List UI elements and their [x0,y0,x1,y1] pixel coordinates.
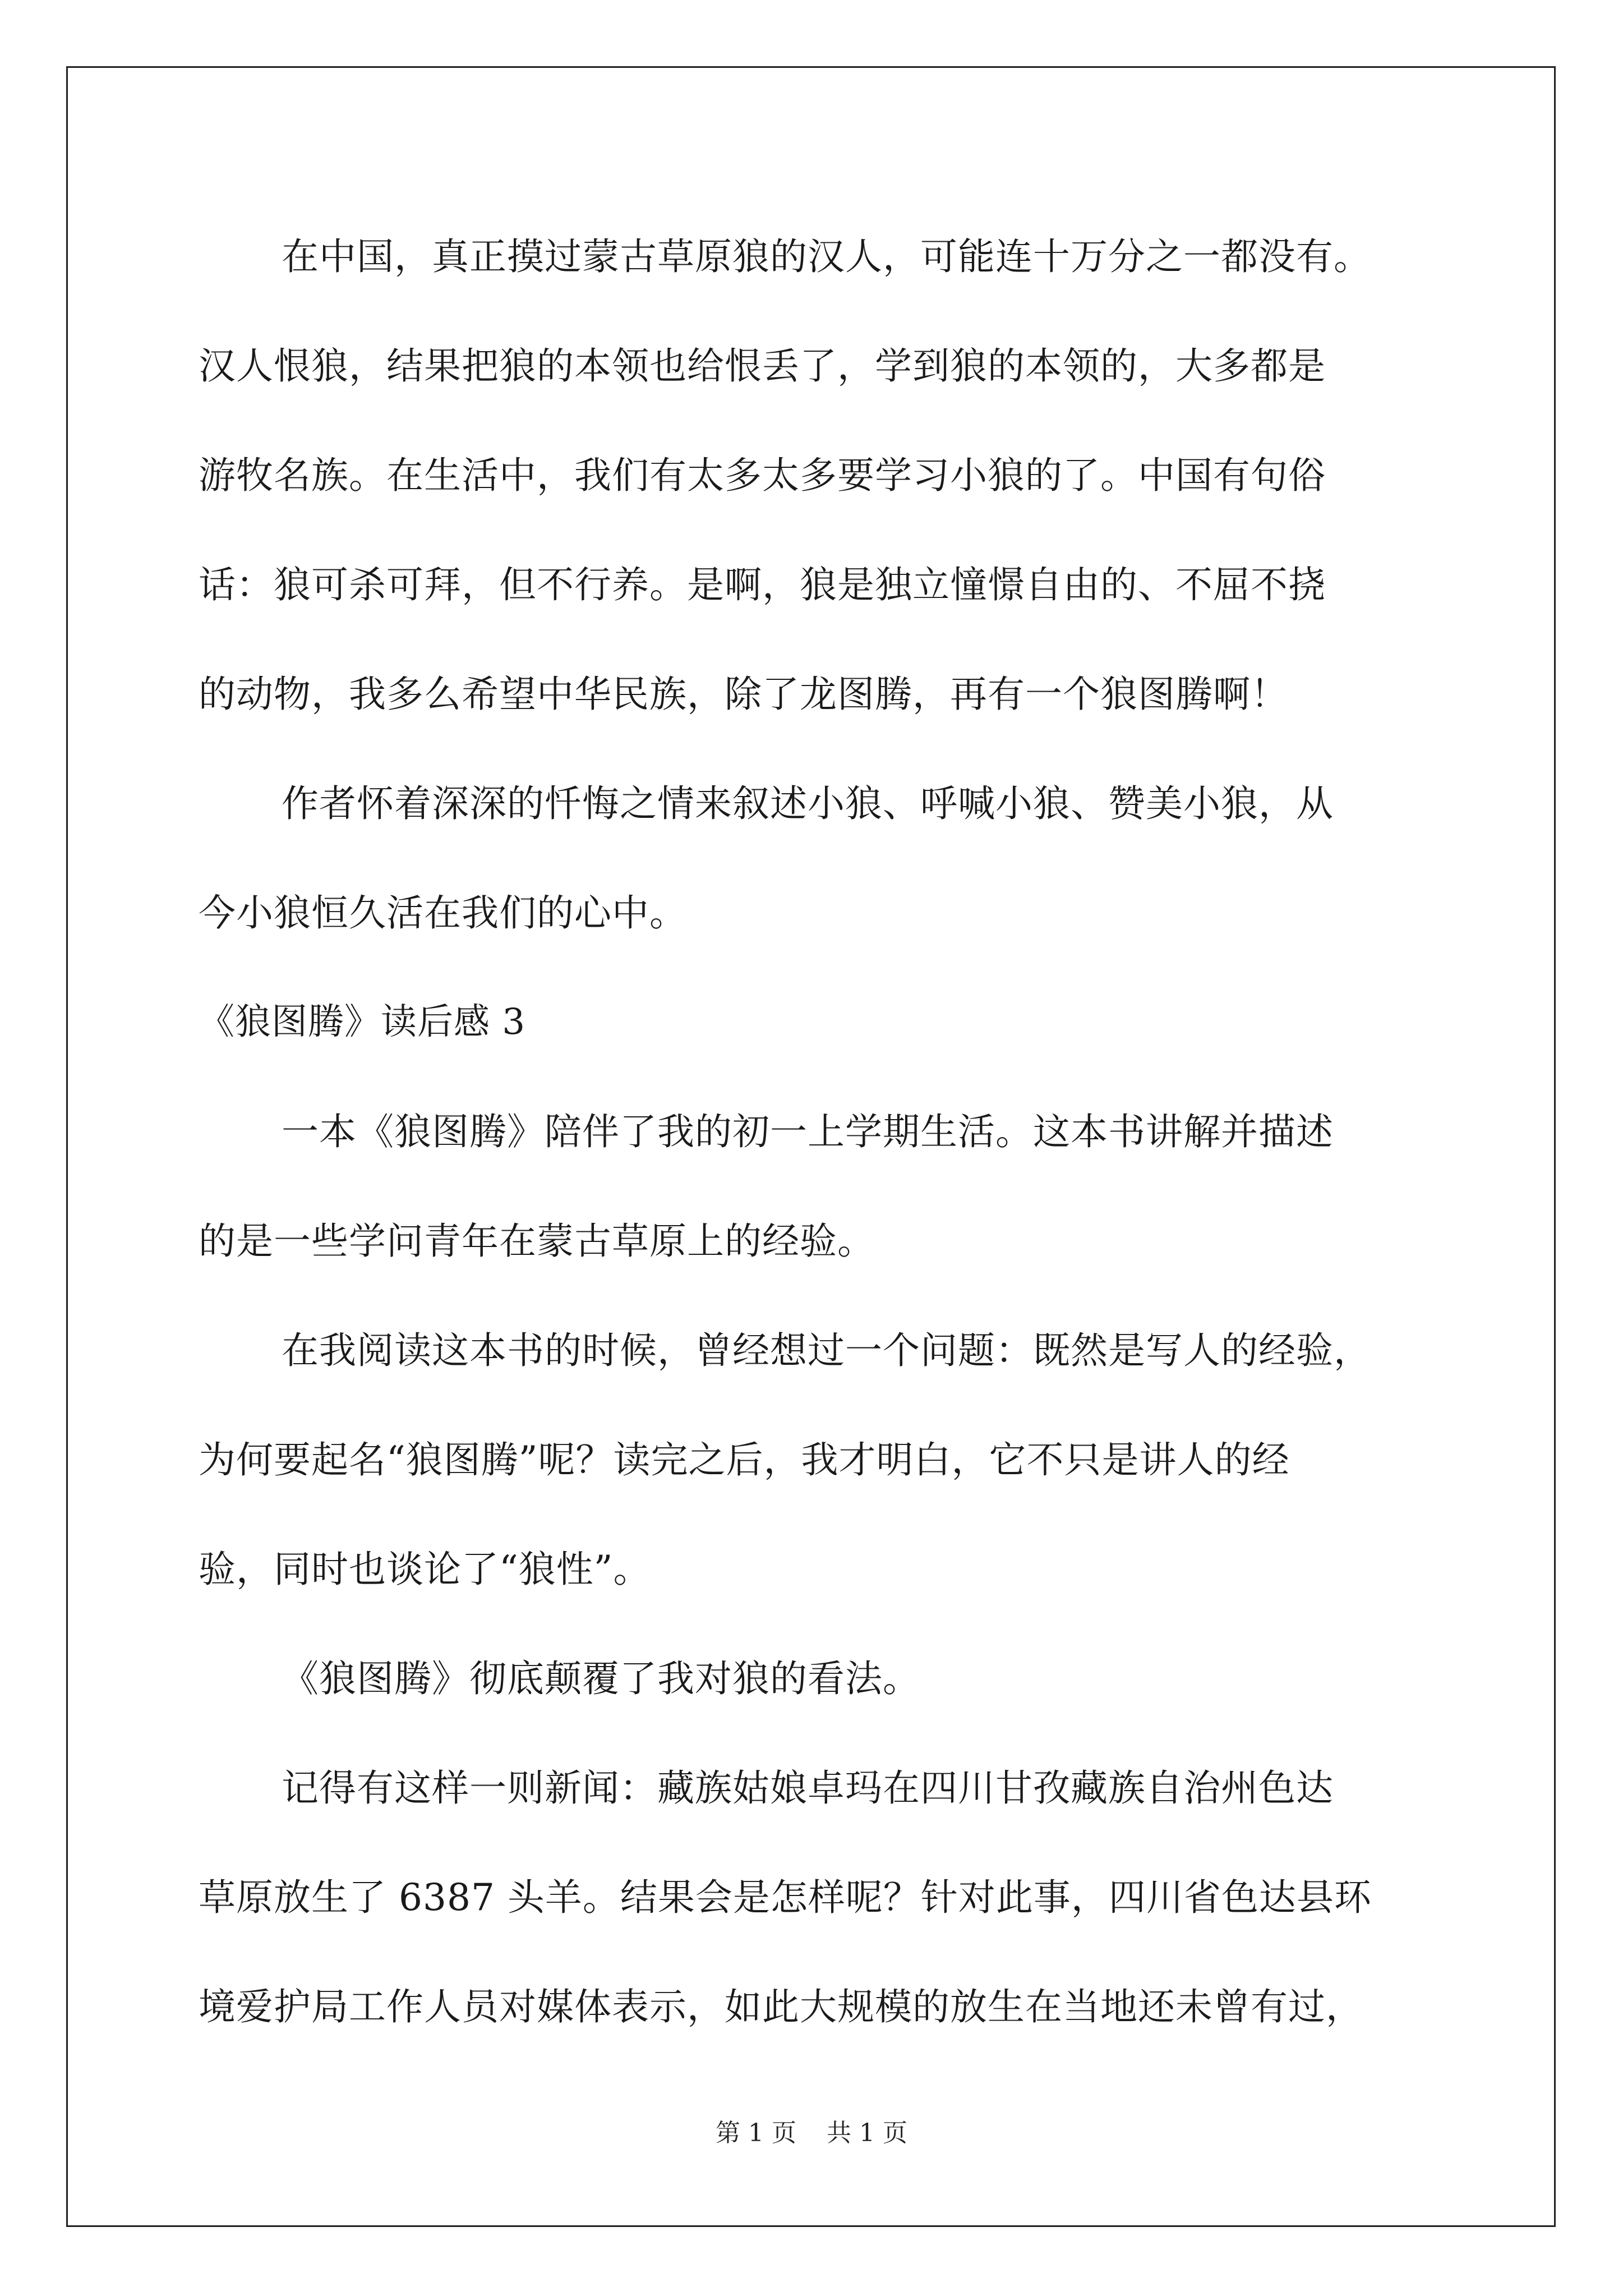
text-line: 一本《狼图腾》陪伴了我的初一上学期生活。这本书讲解并描述 [282,1110,1334,1153]
text-line: 草原放生了 6387 头羊。结果会是怎样呢？针对此事，四川省色达县环 [199,1876,1372,1919]
page-footer [0,2113,1623,2148]
document-body [199,202,1421,2062]
section-heading [199,968,1421,1077]
text-line: 今小狼恒久活在我们的心中。 [199,891,687,935]
text-line: 汉人恨狼，结果把狼的本领也给恨丢了，学到狼的本领的，大多都是 [199,344,1326,388]
page-total: 共 1 页 [827,2119,907,2147]
text-line: 话：狼可杀可拜，但不行养。是啊，狼是独立憧憬自由的、不屈不挠 [199,563,1326,606]
paragraph [199,1733,1421,2062]
paragraph [199,1296,1421,1624]
text-line: 为何要起名“狼图腾”呢？读完之后，我才明白，它不只是讲人的经 [199,1438,1290,1481]
text-line: 记得有这样一则新闻：藏族姑娘卓玛在四川甘孜藏族自治州色达 [282,1766,1334,1810]
text-line: 的动物，我多么希望中华民族，除了龙图腾，再有一个狼图腾啊！ [199,673,1288,716]
paragraph [199,1624,1421,1733]
text-line: 的是一些学问青年在蒙古草原上的经验。 [199,1220,875,1263]
paragraph [199,1077,1421,1296]
page-number: 第 1 页 [716,2119,796,2147]
paragraph [199,202,1421,749]
text-line: 作者怀着深深的忏悔之情来叙述小狼、呼喊小狼、赞美小狼，从 [282,782,1334,825]
text-line: 境爱护局工作人员对媒体表示，如此大规模的放生在当地还未曾有过， [199,1985,1363,2028]
text-line: 验，同时也谈论了“狼性”。 [199,1548,651,1591]
text-line: 《狼图腾》读后感 3 [199,1001,526,1043]
text-line: 在我阅读这本书的时候，曾经想过一个问题：既然是写人的经验， [282,1329,1371,1372]
text-line: 《狼图腾》彻底颠覆了我对狼的看法。 [282,1657,920,1700]
text-line: 游牧名族。在生活中，我们有太多太多要学习小狼的了。中国有句俗 [199,454,1326,497]
text-line: 在中国，真正摸过蒙古草原狼的汉人，可能连十万分之一都没有。 [282,235,1371,278]
paragraph [199,749,1421,968]
